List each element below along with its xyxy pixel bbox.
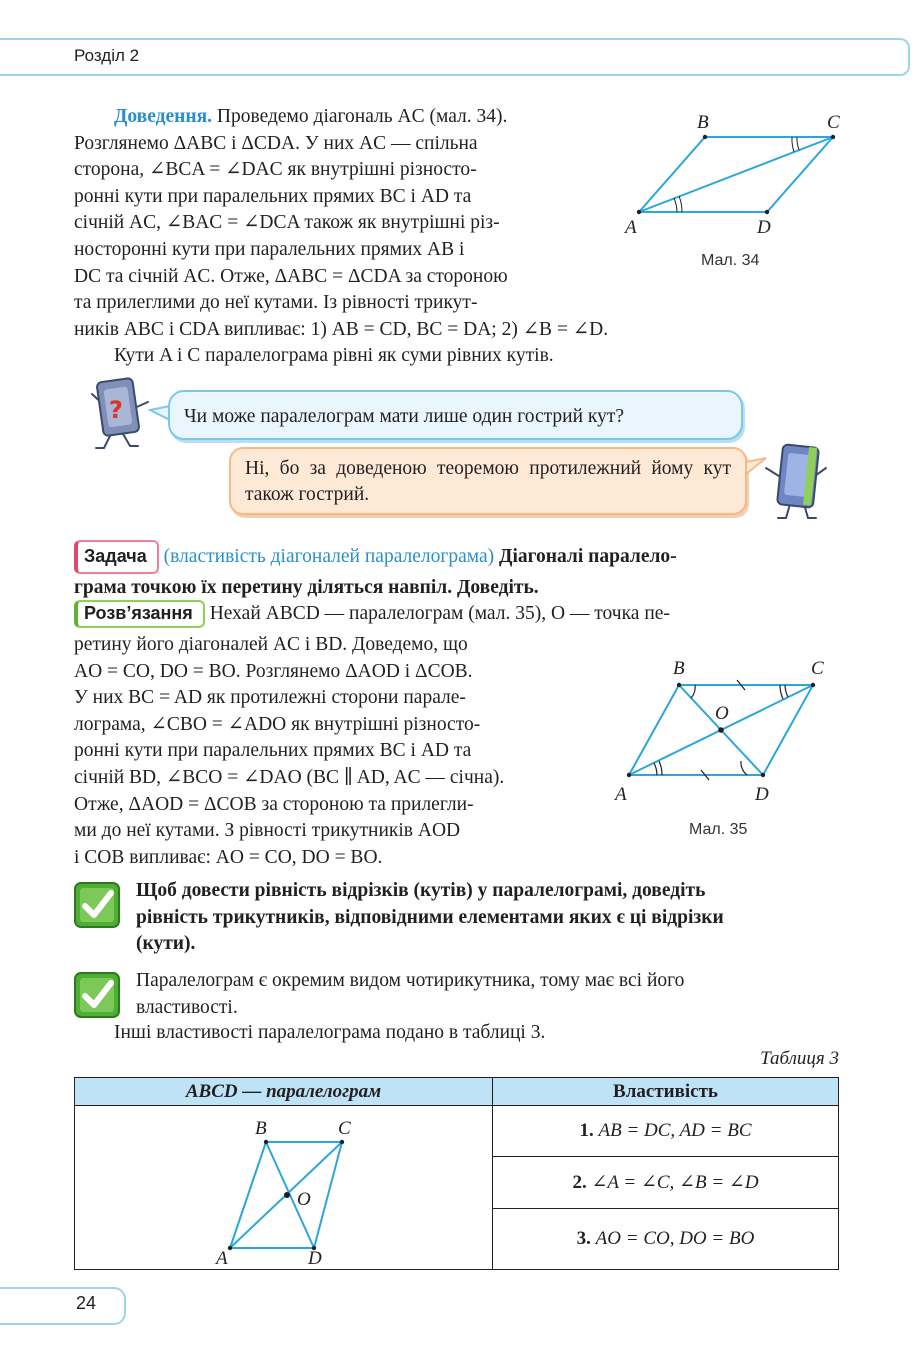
table-header-property: Властивість <box>493 1078 839 1106</box>
task-topic: (властивість діагоналей паралелограма) <box>163 546 495 567</box>
fig35-label-d: D <box>755 784 769 805</box>
note-2 <box>136 968 839 1021</box>
proof-line: ників ABC і CDA випливає: 1) AB = CD, BC = DA; 2) ∠B = ∠D. <box>74 319 609 340</box>
property-row-3: 3. AO = CO, DO = BO <box>493 1208 839 1269</box>
section-label: Розділ 2 <box>74 46 140 65</box>
solution-tag: Розв’язання <box>74 600 205 628</box>
proof-line: DC та січній AC. Отже, ΔABC = ΔCDA за стороною <box>74 265 508 287</box>
note-line: (кути). <box>136 933 196 955</box>
answer-bubble: Ні, бо за доведеною теоремою протилежний йому кут також гострий. <box>229 447 747 515</box>
angles-line: Кути A і C паралелограма рівні як суми рівних кутів. <box>114 345 554 366</box>
fig34-label-a: A <box>625 217 637 238</box>
fig34-caption: Мал. 34 <box>701 252 760 269</box>
solution-line: ронні кути при паралельних прямих BC і AD та <box>74 740 472 762</box>
solution-line: ретину його діагоналей AC і BD. Доведемо, що <box>74 634 468 655</box>
task-line2: грама точкою їх перетину діляться навпіл. Доведіть. <box>74 577 539 598</box>
table-fig-label-a: A <box>215 1247 228 1264</box>
diagonal-ac <box>639 137 833 212</box>
robot-answer-icon <box>760 438 840 522</box>
table-figure-cell <box>75 1106 493 1270</box>
fig35-label-a: A <box>615 784 627 805</box>
table-fig-label-d: D <box>307 1247 322 1264</box>
solution-text <box>74 632 582 871</box>
proof-line: Розглянемо ΔABC і ΔCDA. У них AC — спільна <box>74 132 478 154</box>
task-tag: Задача <box>74 540 159 574</box>
task-line1: Діагоналі паралело- <box>499 546 677 567</box>
proof-line: січній AC, ∠BAC = ∠DCA також як внутрішні різ- <box>74 212 500 234</box>
fig34-label-d: D <box>757 217 771 238</box>
table-caption: Таблиця 3 <box>760 1048 839 1069</box>
note-line: Паралелограм є окремим видом чотирикутника, тому має всі його <box>136 970 685 991</box>
svg-text:?: ? <box>109 396 123 424</box>
solution-line: Отже, ΔAOD = ΔCOB за стороною та прилегли- <box>74 793 474 815</box>
proof-line: сторона, ∠BCA = ∠DAC як внутрішні різносто- <box>74 159 477 181</box>
table-header-figure: ABCD — паралелограм <box>75 1078 493 1106</box>
fig35-label-b: B <box>673 658 685 679</box>
solution-line: У них BC = AD як протилежні сторони парале- <box>74 687 466 709</box>
page-number: 24 <box>76 1293 97 1313</box>
table-figure <box>204 1112 364 1264</box>
figure-35 <box>605 652 845 842</box>
solution-line: лограма, ∠CBO = ∠ADO як внутрішні різносто- <box>74 713 481 735</box>
fig35-label-c: C <box>811 658 824 679</box>
note-1 <box>136 878 839 958</box>
table-fig-label-o: O <box>296 1188 311 1210</box>
proof-text <box>74 104 597 317</box>
fig35-label-o: O <box>715 703 729 724</box>
checkmark-icon <box>74 972 120 1018</box>
solution-first-line <box>74 600 839 628</box>
proof-title: Доведення. <box>114 106 213 127</box>
table-intro: Інші властивості паралелограма подано в таблиці 3. <box>114 1022 546 1043</box>
solution-line: і COB випливає: AO = CO, DO = BO. <box>74 846 383 868</box>
note-line: Щоб довести рівність відрізків (кутів) у паралелограмі, доведіть <box>136 880 706 901</box>
proof-line: носторонні кути при паралельних прямих AB і <box>74 238 465 260</box>
fig35-caption: Мал. 35 <box>689 821 748 838</box>
solution-line: ми до неї кутами. З рівності трикутників AOD <box>74 820 461 842</box>
property-row-2: 2. ∠A = ∠C, ∠B = ∠D <box>493 1157 839 1208</box>
note-line: рівність трикутників, відповідними елементами яких є ці відрізки <box>136 906 724 928</box>
solution-line: AO = CO, DO = BO. Розглянемо ΔAOD і ΔCOB. <box>74 660 473 682</box>
proof-line: Проведемо діагональ AC (мал. 34). <box>216 106 508 127</box>
proof-line: ронні кути при паралельних прямих BC і AD та <box>74 185 472 207</box>
property-row-1: 1. AB = DC, AD = BC <box>493 1106 839 1157</box>
fig34-label-c: C <box>827 112 840 133</box>
solution-line: січній BD, ∠BCO = ∠DAO (BC ∥ AD, AC — січна). <box>74 766 505 788</box>
page-number-tab <box>0 1287 126 1325</box>
question-bubble: Чи може паралелограм мати лише один гострий кут? <box>168 390 743 440</box>
task-block <box>74 540 839 601</box>
table-fig-label-c: C <box>337 1117 351 1139</box>
proof-line: та прилеглими до неї кутами. Із рівності трикут- <box>74 292 478 314</box>
solution-line: Нехай ABCD — паралелограм (мал. 35), O — точка пе- <box>209 603 670 624</box>
checkmark-icon <box>74 882 120 928</box>
table-fig-label-b: B <box>254 1117 267 1139</box>
properties-table <box>74 1077 839 1270</box>
fig34-label-b: B <box>697 112 709 133</box>
note-line: властивості. <box>136 996 238 1018</box>
figure-34 <box>615 105 855 275</box>
